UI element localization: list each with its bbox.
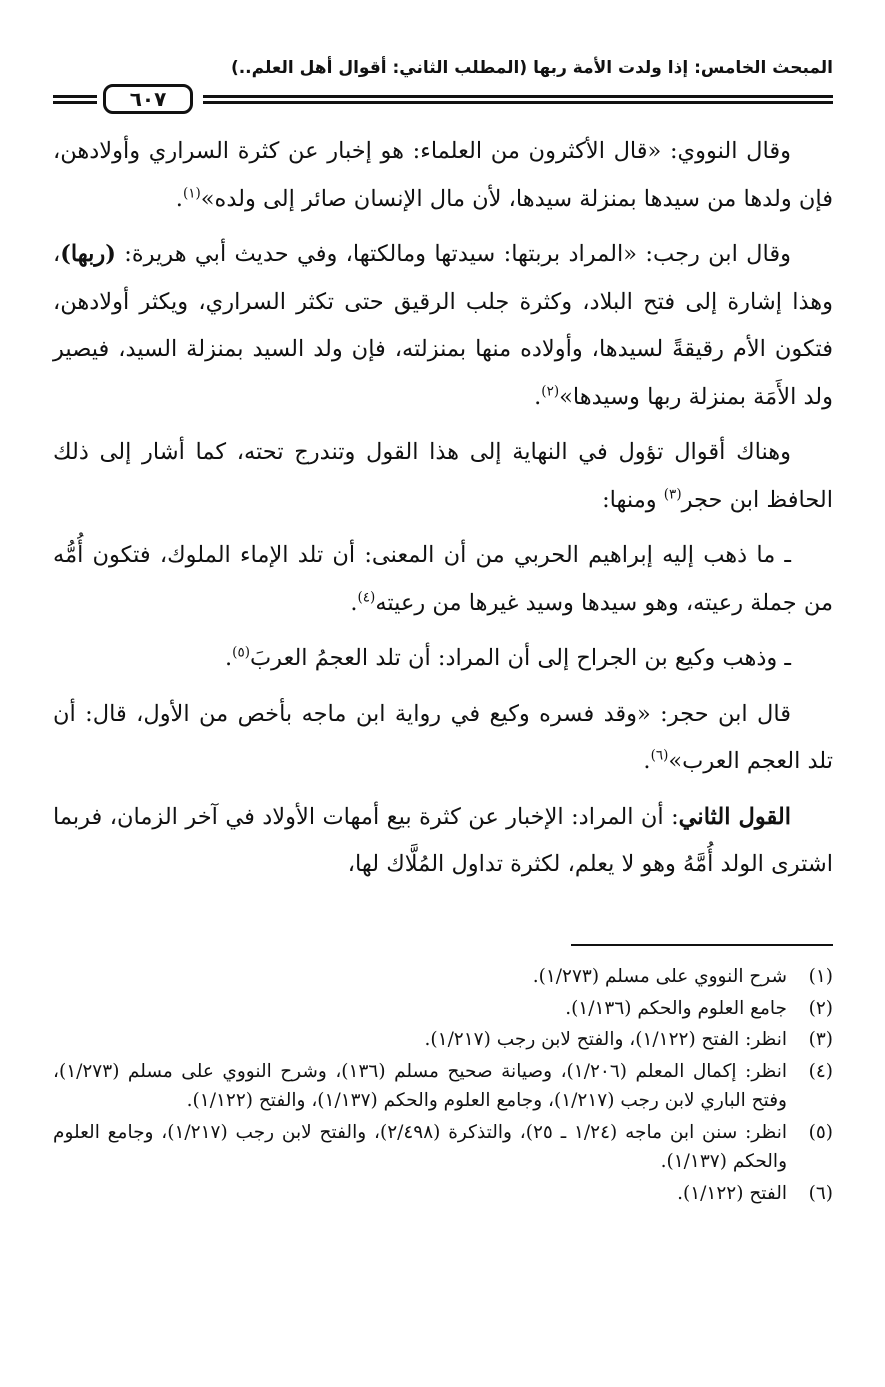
section-heading: القول الثاني bbox=[678, 803, 792, 830]
page-number: ٦٠٧ bbox=[103, 84, 193, 114]
footnote-text: انظر: سنن ابن ماجه (١/٢٤ ـ ٢٥)، والتذكرة (٢/٤٩٨)، والفتح لابن رجب (١/٢١٧)، وجامع العلوم والحكم (١/١٣٧). bbox=[53, 1121, 787, 1172]
footnote-text: جامع العلوم والحكم (١/١٣٦). bbox=[565, 997, 787, 1019]
paragraph-nawawi: وقال النووي: «قال الأكثرون من العلماء: هو إخبار عن كثرة السراري وأولادهن، فإن ولدها من سيدها بمنزلة سيدها، لأن مال الإنسان صائر إلى ولده»$^{(١)}$. bbox=[53, 138, 833, 212]
paragraph-waki: ـ وذهب وكيع بن الجراح إلى أن المراد: أن تلد العجمُ العربَ$^{(٥)}$. bbox=[225, 644, 791, 671]
footnote-item bbox=[53, 1025, 833, 1055]
footnote-ref: (١) bbox=[182, 185, 201, 201]
header-double-rule-right bbox=[203, 95, 833, 103]
footnote-item bbox=[53, 1057, 833, 1116]
footnote-ref: (٤) bbox=[357, 589, 376, 605]
paragraph-harbi: ـ ما ذهب إليه إبراهيم الحربي من أن المعنى: أن تلد الإماء الملوك، فتكون أُمُّه من جملة رعيته، وهو سيدها وسيد غيرها من رعيته$^{(٤)}$. bbox=[53, 542, 833, 616]
footnote-ref: (٣) bbox=[663, 486, 682, 502]
paragraph-second-saying: القول الثاني: أن المراد: الإخبار عن كثرة بيع أمهات الأولاد في آخر الزمان، فربما اشترى الولد أُمَّهُ وهو لا يعلم، لكثرة تداول المُلَّاك لها، bbox=[53, 803, 833, 877]
footnote-number: (٣) bbox=[808, 1029, 833, 1050]
running-title: المبحث الخامس: إذا ولدت الأمة ربها (المطلب الثاني: أقوال أهل العلم..) bbox=[230, 58, 833, 78]
footnote-ref: (٢) bbox=[541, 383, 560, 399]
footnote-text: شرح النووي على مسلم (١/٢٧٣). bbox=[532, 966, 787, 987]
footnote-item bbox=[53, 994, 833, 1024]
footnote-number: (٦) bbox=[808, 1182, 833, 1204]
footnote-item bbox=[53, 1118, 833, 1177]
footnote-number: (٥) bbox=[808, 1121, 833, 1143]
footnote-text: الفتح (١/١٢٢). bbox=[677, 1182, 787, 1204]
header-double-rule-left bbox=[53, 95, 97, 103]
footnote-ref: (٥) bbox=[232, 644, 250, 661]
footnote-item bbox=[53, 962, 833, 992]
footnotes bbox=[53, 962, 833, 1210]
paragraph-other-sayings: وهناك أقوال تؤول في النهاية إلى هذا القول وتندرج تحته، كما أشار إلى ذلك الحافظ ابن حجر$^{(٣)}$ ومنها: bbox=[53, 439, 833, 513]
footnote-item bbox=[53, 1179, 833, 1209]
paragraph-ibn-hajar: قال ابن حجر: «وقد فسره وكيع في رواية ابن ماجه بأخص من الأول، قال: أن تلد العجم العرب»$^{(٦)}$. bbox=[53, 700, 833, 774]
footnote-number: (٢) bbox=[808, 997, 833, 1019]
footnote-text: انظر: إكمال المعلم (١/٢٠٦)، وصيانة صحيح مسلم (١٣٦)، وشرح النووي على مسلم (١/٢٧٣)، وفتح الباري لابن رجب (١/٢١٧)، وجامع العلوم والحكم (١/١٣٧)، والفتح (١/١٢٢). bbox=[53, 1060, 787, 1111]
footnote-number: (٤) bbox=[808, 1060, 833, 1082]
bold-term: (ربها) bbox=[60, 241, 116, 267]
paragraph-ibn-rajab: وقال ابن رجب: «المراد بربتها: سيدتها ومالكتها، وفي حديث أبي هريرة: (ربها)، وهذا إشارة إلى فتح البلاد، وكثرة جلب الرقيق حتى تكثر السراري، ويكثر أولادهن، فتكون الأم رقيقةً لسيدها، وأولاده منها بمنزلته، فإن ولد السيد بمنزلة السيد، فيصير ولد الأَمَة بمنزلة ربها وسيدها»$^{(٢)}$. bbox=[53, 241, 833, 410]
footnote-text: انظر: الفتح (١/١٢٢)، والفتح لابن رجب (١/٢١٧). bbox=[424, 1029, 787, 1050]
main-text bbox=[53, 128, 833, 897]
footnote-number: (١) bbox=[808, 966, 833, 987]
footnote-separator bbox=[571, 944, 833, 946]
header-rule bbox=[53, 84, 833, 114]
footnote-ref: (٦) bbox=[650, 747, 669, 764]
